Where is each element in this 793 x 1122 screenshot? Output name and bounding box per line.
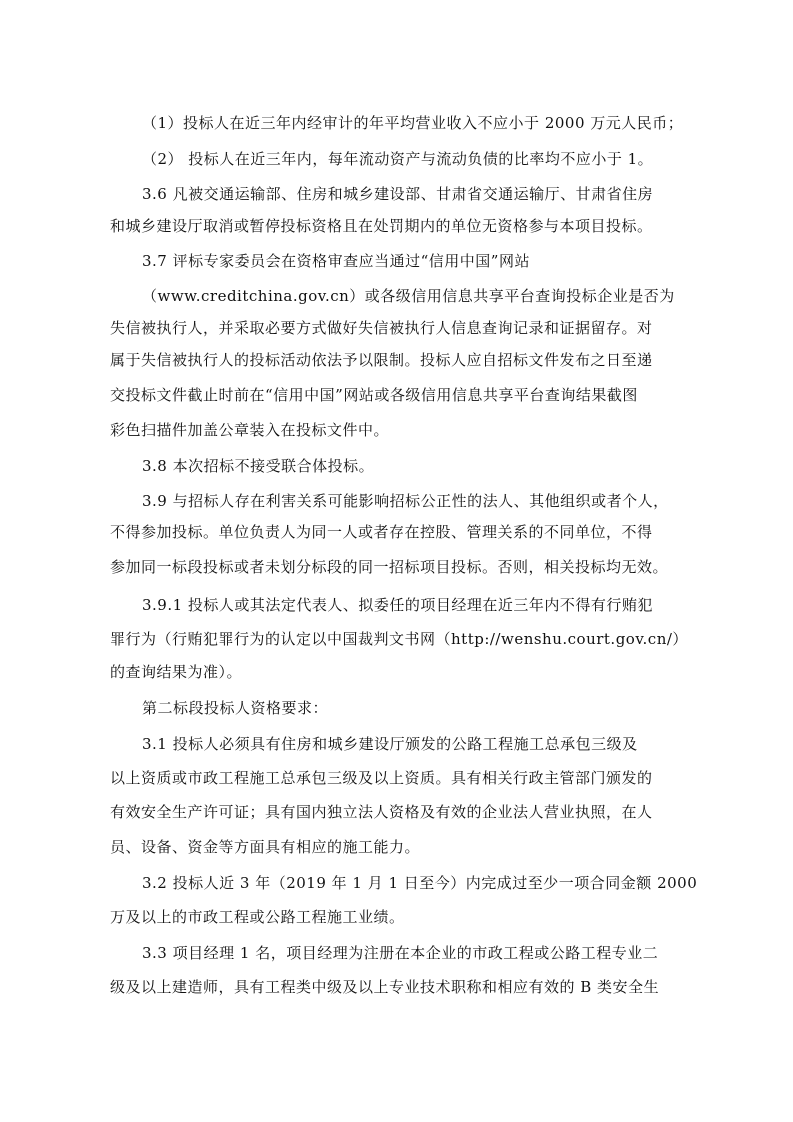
- text-line: 3.2 投标人近 3 年（2019 年 1 月 1 日至今）内完成过至少一项合同金额 2000: [142, 874, 698, 892]
- text-line: 3.7 评标专家委员会在资格审查应当通过“信用中国”网站: [142, 252, 530, 270]
- text-line: 3.8 本次招标不接受联合体投标。: [142, 457, 375, 475]
- text-line: 彩色扫描件加盖公章装入在投标文件中。: [110, 421, 390, 439]
- text-line: （www.creditchina.gov.cn）或各级信用信息共享平台查询投标企业是否为: [142, 287, 675, 305]
- text-line: （1）投标人在近三年内经审计的年平均营业收入不应小于 2000 万元人民币；: [142, 114, 684, 132]
- text-line: 3.6 凡被交通运输部、住房和城乡建设部、甘肃省交通运输厅、甘肃省住房: [142, 185, 654, 203]
- text-line: 的查询结果为准）。: [110, 663, 243, 681]
- text-line: 3.9.1 投标人或其法定代表人、拟委任的项目经理在近三年内不得有行贿犯: [142, 596, 653, 614]
- text-line: 3.9 与招标人存在利害关系可能影响招标公正性的法人、其他组织或者个人，: [142, 492, 669, 510]
- text-line: 罪行为（行贿犯罪行为的认定以中国裁判文书网（http://wenshu.court.gov.cn/）: [110, 630, 688, 648]
- text-line: 不得参加投标。单位负责人为同一人或者存在控股、管理关系的不同单位，不得: [110, 523, 653, 541]
- text-line: 有效安全生产许可证；具有国内独立法人资格及有效的企业法人营业执照，在人: [110, 803, 653, 821]
- text-line: 以上资质或市政工程施工总承包三级及以上资质。具有相关行政主管部门颁发的: [110, 769, 653, 787]
- text-line: （2） 投标人在近三年内，每年流动资产与流动负债的比率均不应小于 1。: [142, 150, 654, 168]
- text-line: 失信被执行人，并采取必要方式做好失信被执行人信息查询记录和证据留存。对: [110, 319, 653, 337]
- text-line: 交投标文件截止时前在“信用中国”网站或各级信用信息共享平台查询结果截图: [110, 386, 638, 404]
- text-line: 和城乡建设厅取消或暂停投标资格且在处罚期内的单位无资格参与本项目投标。: [110, 217, 653, 235]
- text-line: 员、设备、资金等方面具有相应的施工能力。: [110, 838, 421, 856]
- text-line: 3.1 投标人必须具有住房和城乡建设厅颁发的公路工程施工总承包三级及: [142, 735, 638, 753]
- text-line: 属于失信被执行人的投标活动依法予以限制。投标人应自招标文件发布之日至递: [110, 351, 653, 369]
- text-line: 级及以上建造师，具有工程类中级及以上专业技术职称和相应有效的 B 类安全生: [110, 978, 660, 996]
- text-line: 3.3 项目经理 1 名，项目经理为注册在本企业的市政工程或公路工程专业二: [142, 944, 659, 962]
- text-line: 参加同一标段投标或者未划分标段的同一招标项目投标。否则，相关投标均无效。: [110, 558, 669, 576]
- section-heading: 第二标段投标人资格要求：: [142, 699, 329, 717]
- text-line: 万及以上的市政工程或公路工程施工业绩。: [110, 908, 405, 926]
